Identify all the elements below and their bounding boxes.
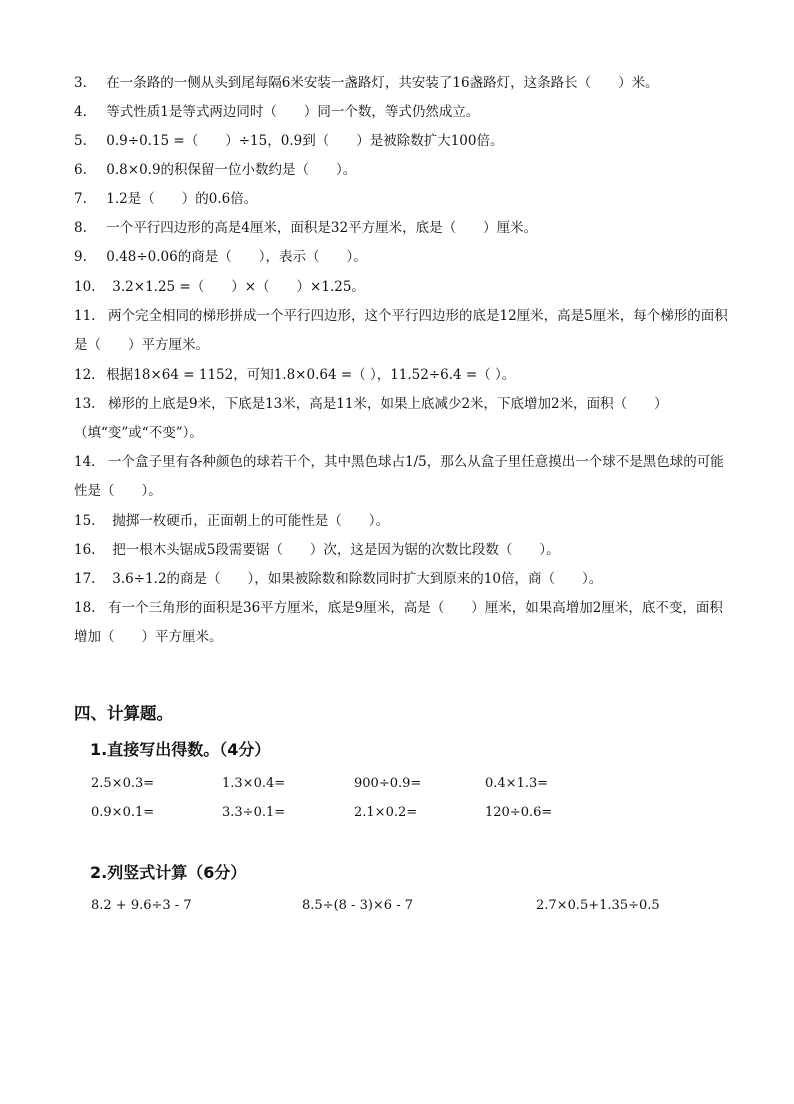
question-12 <box>74 361 734 390</box>
oral-calc-item: 1.3×0.4= <box>222 776 286 791</box>
subsection-title: 2.列竖式计算（6分） <box>90 863 247 882</box>
vertical-calc-item: 8.5÷(8 - 3)×6 - 7 <box>302 898 414 913</box>
question-number: 10. <box>74 279 96 295</box>
question-8 <box>74 214 734 243</box>
question-number: 4. <box>74 104 87 120</box>
oral-calc-item: 0.4×1.3= <box>485 776 549 791</box>
question-number: 13. <box>74 396 96 412</box>
question-number: 8. <box>74 220 87 236</box>
question-17 <box>74 565 734 594</box>
question-text: 0.8×0.9的积保留一位小数约是（ ）。 <box>106 162 357 178</box>
question-text: 0.9÷0.15 =（ ）÷15，0.9到（ ）是被除数扩大100倍。 <box>106 133 504 149</box>
section-title: 四、计算题。 <box>74 704 173 723</box>
question-text: 在一条路的一侧从头到尾每隔6米安装一盏路灯，共安装了16盏路灯，这条路长（ ）米。 <box>106 75 659 91</box>
question-number: 6. <box>74 162 87 178</box>
subsection-title: 1.直接写出得数。（4分） <box>90 740 271 759</box>
oral-calc-item: 900÷0.9= <box>354 776 422 791</box>
question-text: 抛掷一枚硬币，正面朝上的可能性是（ ）。 <box>112 513 390 529</box>
question-10 <box>74 273 734 302</box>
question-text: 0.48÷0.06的商是（ ），表示（ ）。 <box>106 249 367 265</box>
oral-calc-item: 3.3÷0.1= <box>222 805 286 820</box>
question-13 <box>74 390 734 448</box>
question-number: 18. <box>74 600 96 616</box>
question-text: 两个完全相同的梯形拼成一个平行四边形，这个平行四边形的底是12厘米，高是5厘米，每个梯形的面积是（ ）平方厘米。 <box>74 308 728 353</box>
question-11 <box>74 302 734 360</box>
question-number: 5. <box>74 133 87 149</box>
question-text: 3.2×1.25 =（ ）×（ ）×1.25。 <box>112 279 365 295</box>
question-5 <box>74 127 734 156</box>
question-number: 9. <box>74 249 87 265</box>
question-text: 梯形的上底是9米，下底是13米，高是11米，如果上底减少2米，下底增加2米，面积（ ）（填“变”或“不变”）。 <box>74 396 668 441</box>
question-3 <box>74 69 734 98</box>
question-text: 1.2是（ ）的0.6倍。 <box>106 191 258 207</box>
question-text: 3.6÷1.2的商是（ ），如果被除数和除数同时扩大到原来的10倍，商（ ）。 <box>112 571 603 587</box>
question-number: 14. <box>74 454 96 470</box>
question-text: 等式性质1是等式两边同时（ ）同一个数，等式仍然成立。 <box>106 104 480 120</box>
question-7 <box>74 185 734 214</box>
oral-calc-item: 2.5×0.3= <box>91 776 155 791</box>
question-number: 15. <box>74 513 96 529</box>
question-6 <box>74 156 734 185</box>
oral-calc-item: 2.1×0.2= <box>354 805 418 820</box>
question-text: 一个平行四边形的高是4厘米，面积是32平方厘米，底是（ ）厘米。 <box>106 220 538 236</box>
vertical-calc-item: 8.2 + 9.6÷3 - 7 <box>91 898 192 913</box>
question-9 <box>74 243 734 272</box>
question-text: 有一个三角形的面积是36平方厘米，底是9厘米，高是（ ）厘米，如果高增加2厘米，底不变，面积增加（ ）平方厘米。 <box>74 600 723 645</box>
oral-calc-item: 120÷0.6= <box>485 805 553 820</box>
question-number: 16. <box>74 542 96 558</box>
question-number: 7. <box>74 191 87 207</box>
question-4 <box>74 98 734 127</box>
question-number: 17. <box>74 571 96 587</box>
question-18 <box>74 594 734 652</box>
question-text: 根据18×64 = 1152，可知1.8×0.64 =（ ），11.52÷6.4 =（ ）。 <box>106 367 516 383</box>
question-number: 11. <box>74 308 96 324</box>
question-number: 12. <box>74 367 96 383</box>
question-text: 把一根木头锯成5段需要锯（ ）次，这是因为锯的次数比段数（ ）。 <box>112 542 560 558</box>
question-14 <box>74 448 734 506</box>
vertical-calc-item: 2.7×0.5+1.35÷0.5 <box>536 898 660 913</box>
question-16 <box>74 536 734 565</box>
question-number: 3. <box>74 75 87 91</box>
oral-calc-item: 0.9×0.1= <box>91 805 155 820</box>
question-15 <box>74 507 734 536</box>
question-text: 一个盒子里有各种颜色的球若干个，其中黑色球占1/5，那么从盒子里任意摸出一个球不是黑色球的可能性是（ ）。 <box>74 454 724 499</box>
